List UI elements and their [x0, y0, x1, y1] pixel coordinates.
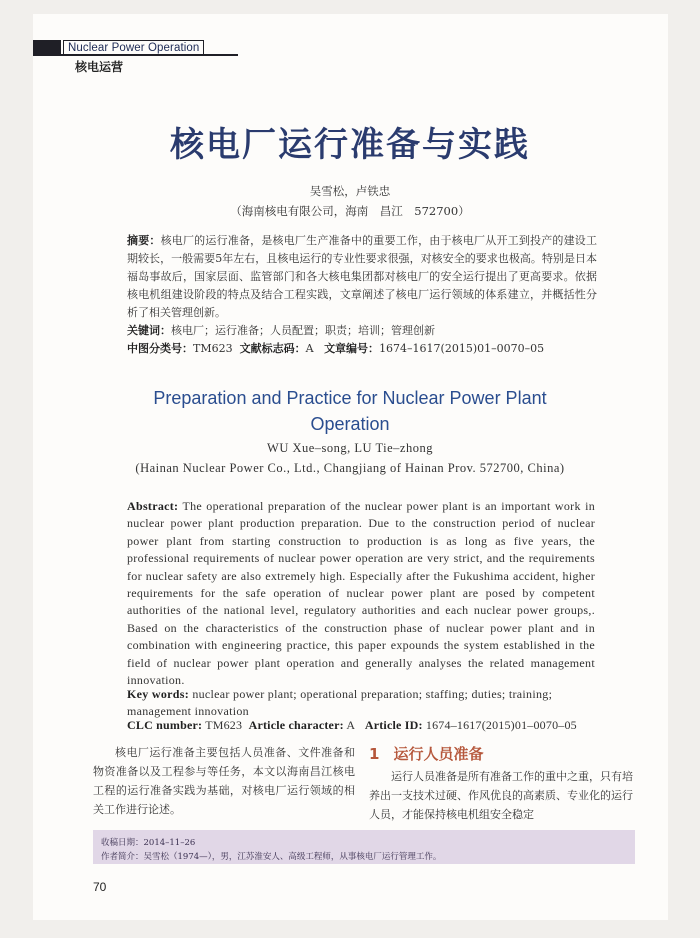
keywords-cn: [127, 322, 607, 338]
clc-cn-label: 中图分类号：: [127, 342, 193, 355]
keywords-cn-text: 核电厂；运行准备；人员配置；职责；培训；管理创新: [171, 324, 435, 337]
affiliation-en: (Hainan Nuclear Power Co., Ltd., Changjiang of Hainan Prov. 572700, China): [135, 461, 565, 475]
abstract-cn-label: 摘要：: [127, 234, 161, 247]
author-bio: 作者简介：吴雪松（1974—），男，江苏淮安人、高级工程师，从事核电厂运行管理工作。: [101, 852, 442, 862]
keywords-en-text: nuclear power plant; operational preparation; staffing; duties; training; management innovation: [127, 687, 553, 718]
classification-cn: [127, 340, 607, 356]
journal-section-en: Nuclear Power Operation: [63, 40, 204, 55]
title-en-line2: Operation: [310, 414, 390, 434]
abstract-cn: [127, 232, 597, 322]
abstract-en-label: Abstract:: [127, 499, 179, 513]
abstract-cn-text: 核电厂的运行准备，是核电厂生产准备中的重要工作，由于核电厂从开工到投产的建设工期较长，一般需要5年左右，且核电运行的专业性要求很强，对核安全的要求也极高。特别是日本福岛事故后，国家层面、监管部门和各大核电集团都对核电厂的安全运行提出了更高要求。依据核电机组建设阶段的特点及结合工程实践，文章阐述了核电厂运行领域的体系建立，并概括性分析了相关管理创新。: [127, 234, 598, 319]
article-no-cn-value: 1674–1617(2015)01–0070–05: [379, 342, 545, 355]
doc-code-cn-value: A: [305, 342, 314, 355]
article-no-cn-label: 文章编号：: [324, 342, 380, 355]
doc-code-cn-label: 文献标志码：: [239, 342, 306, 355]
abstract-en-text: The operational preparation of the nuclear power plant is an important work in nuclear power plant production preparation. Due to the construction period of nuclear power plant from starting construction to production is as long as five years, the professional requirements of nuclear power operation are very strict, and the requirements for nuclear safety are also extremely high. Especially after the Fukushima accident, higher requirements for the safe operation of nuclear power plant are posed by competent authorities of the national level, regulatory authorities and each nuclear power groups,. Based on the characteristics of the construction phase of nuclear power plant and in combination with engineering practice, this paper expounds the system established in the field of nuclear power plant operation and generally analyses the related management innovation.: [127, 499, 595, 688]
journal-section-cn: 核电运营: [75, 60, 124, 74]
section-1-heading: [369, 743, 483, 764]
clc-en-label: CLC number:: [127, 718, 203, 732]
received-date: 收稿日期：2014–11–26: [101, 838, 196, 848]
footnote-box: [93, 830, 635, 864]
section-1-title: 运行人员准备: [393, 745, 484, 763]
section-1-number: 1: [369, 745, 380, 763]
page-number: 70: [93, 880, 107, 894]
affiliation-cn: （海南核电有限公司，海南 昌江 572700）: [230, 204, 470, 218]
keywords-en: [127, 686, 595, 720]
keywords-cn-label: 关键词：: [127, 324, 171, 337]
clc-en-value: TM623: [205, 718, 243, 732]
clc-cn-value: TM623: [193, 342, 233, 355]
classification-en: [127, 718, 607, 733]
article-id-en-value: 1674–1617(2015)01–0070–05: [425, 718, 577, 732]
intro-paragraph: 核电厂运行准备主要包括人员准备、文件准备和物资准备以及工程参与等任务，本文以海南昌江核电工程的运行准备实践为基础，对核电厂运行领域的相关工作进行论述。: [93, 746, 355, 816]
section-1-body: 运行人员准备是所有准备工作的重中之重，只有培养出一支技术过硬、作风优良的高素质、专业化的运行人员，才能保持核电机组安全稳定: [369, 770, 633, 821]
title-en: [0, 385, 700, 437]
article-id-en-label: Article ID:: [364, 718, 423, 732]
article-char-en-value: A: [346, 718, 356, 732]
title-en-line1: Preparation and Practice for Nuclear Power Plant: [153, 388, 547, 408]
article-char-en-label: Article character:: [248, 718, 344, 732]
keywords-en-label: Key words:: [127, 687, 189, 701]
authors-en: WU Xue–song, LU Tie–zhong: [267, 441, 433, 455]
authors-cn: 吴雪松，卢铁忠: [309, 184, 391, 198]
title-cn: 核电厂运行准备与实践: [170, 125, 530, 165]
header-bar: [33, 40, 61, 54]
abstract-en: [127, 498, 595, 689]
